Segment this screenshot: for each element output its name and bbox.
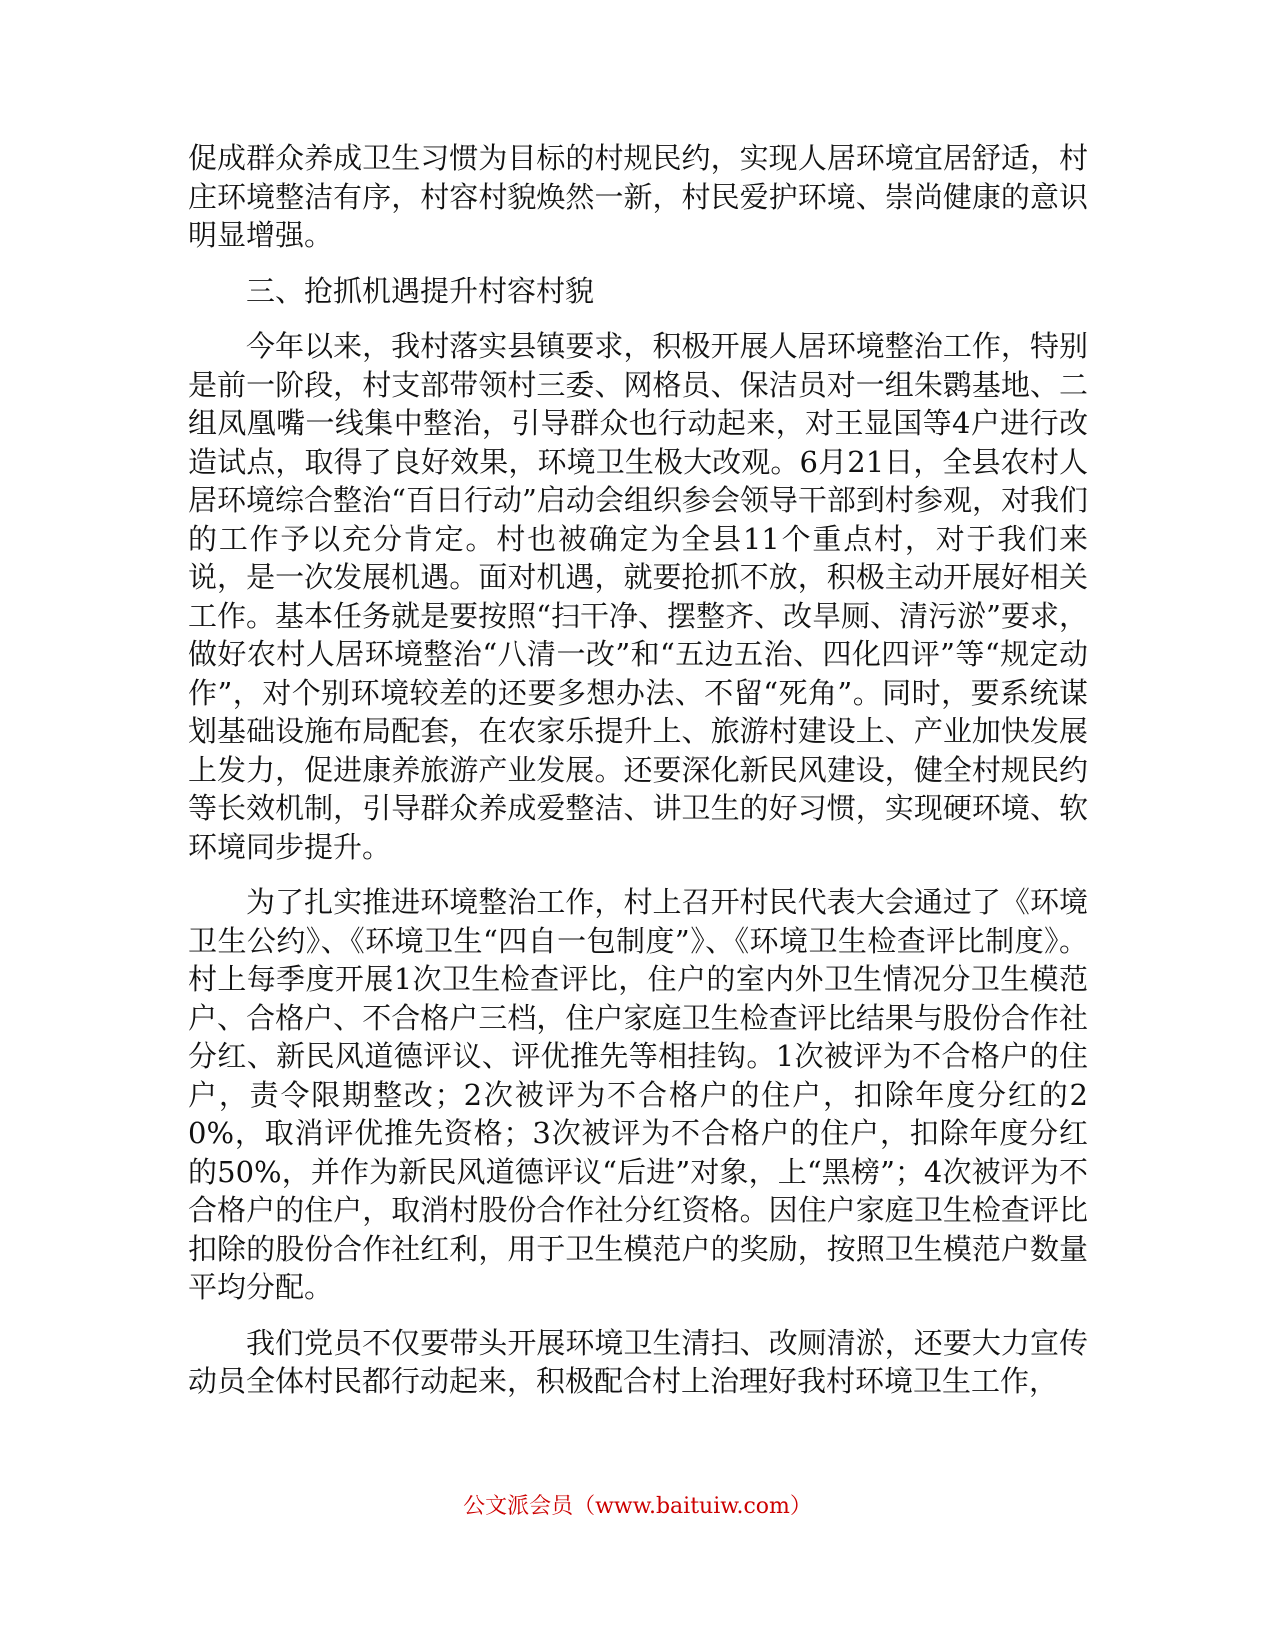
section-heading: 三、抢抓机遇提升村容村貌	[246, 273, 595, 308]
footer-watermark: 公文派会员（www.baituiw.com）	[463, 1494, 812, 1519]
paragraph-continuation: 促成群众养成卫生习惯为目标的村规民约，实现人居环境宜居舒适，村庄环境整洁有序，村容村貌焕然一新，村民爱护环境、崇尚健康的意识明显增强。	[188, 141, 1088, 252]
paragraph-rules: 为了扎实推进环境整治工作，村上召开村民代表大会通过了《环境卫生公约》、《环境卫生“四自一包制度”》、《环境卫生检查评比制度》。村上每季度开展1次卫生检查评比，住户的室内外卫生情况分卫生模范户、合格户、不合格户三档，住户家庭卫生检查评比结果与股份合作社分红、新民风道德评议、评优推先等相挂钩。1次被评为不合格户的住户，责令限期整改；2次被评为不合格户的住户，扣除年度分红的20%，取消评优推先资格；3次被评为不合格户的住户，扣除年度分红的50%，并作为新民风道德评议“后进”对象，上“黑榜”；4次被评为不合格户的住户，取消村股份合作社分红资格。因住户家庭卫生检查评比扣除的股份合作社红利，用于卫生模范户的奖励，按照卫生模范户数量平均分配。	[188, 885, 1088, 1304]
paragraph-opportunity: 今年以来，我村落实县镇要求，积极开展人居环境整治工作，特别是前一阶段，村支部带领村三委、网格员、保洁员对一组朱鹮基地、二组凤凰嘴一线集中整治，引导群众也行动起来，对王显国等4户进行改造试点，取得了良好效果，环境卫生极大改观。6月21日，全县农村人居环境综合整治“百日行动”启动会组织参会领导干部到村参观，对我们的工作予以充分肯定。村也被确定为全县11个重点村，对于我们来说，是一次发展机遇。面对机遇，就要抢抓不放，积极主动开展好相关工作。基本任务就是要按照“扫干净、摆整齐、改旱厕、清污淤”要求，做好农村人居环境整治“八清一改”和“五边五治、四化四评”等“规定动作”，对个别环境较差的还要多想办法、不留“死角”。同时，要系统谋划基础设施布局配套，在农家乐提升上、旅游村建设上、产业加快发展上发力，促进康养旅游产业发展。还要深化新民风建设，健全村规民约等长效机制，引导群众养成爱整洁、讲卫生的好习惯，实现硬环境、软环境同步提升。	[188, 329, 1088, 864]
document-body	[188, 139, 1088, 1418]
paragraph-party-members: 我们党员不仅要带头开展环境卫生清扫、改厕清淤，还要大力宣传动员全体村民都行动起来，积极配合村上治理好我村环境卫生工作，	[188, 1325, 1088, 1398]
